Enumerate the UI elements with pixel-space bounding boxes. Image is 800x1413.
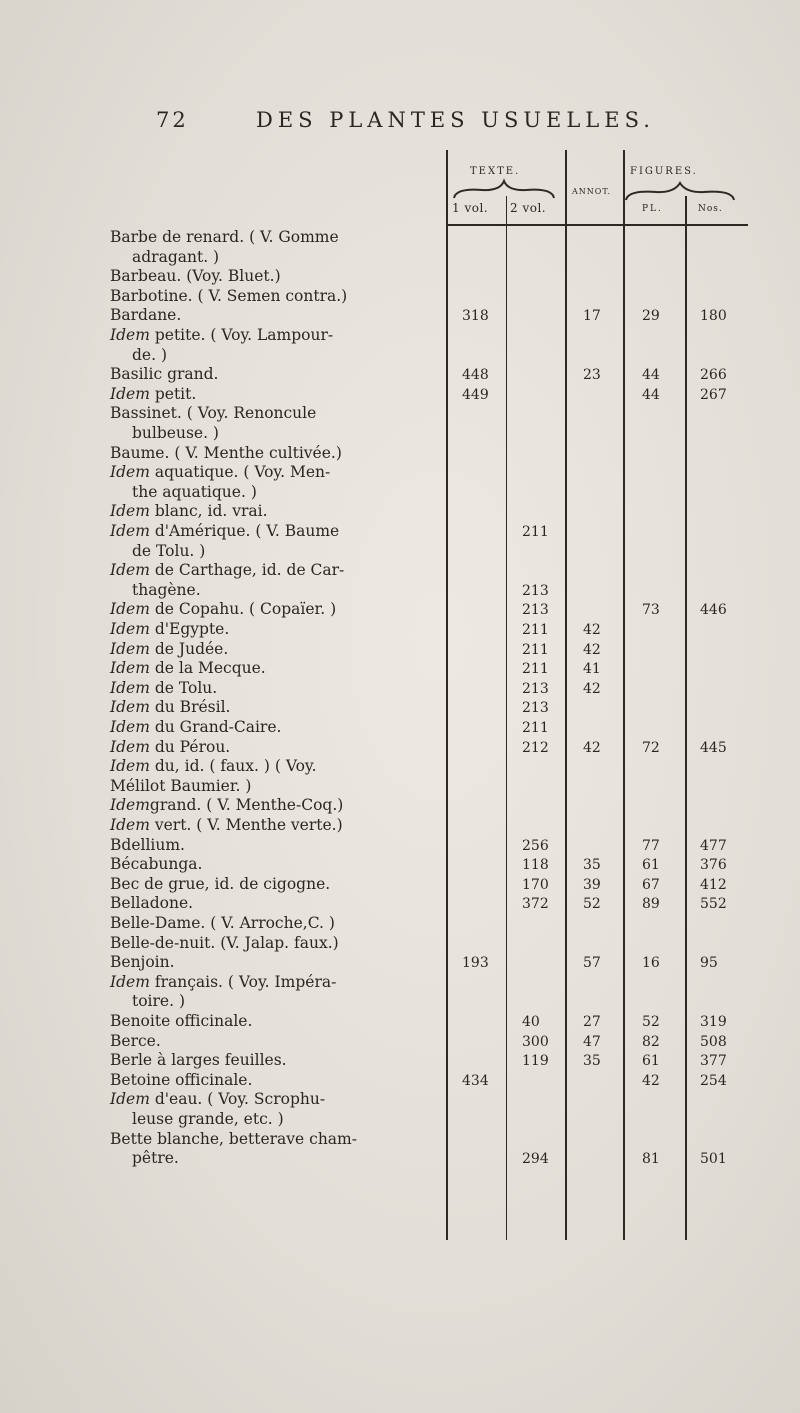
index-entry [110,620,229,639]
column-rule-pl [685,196,687,1240]
ref-no: 267 [700,386,727,403]
index-entry [110,600,336,619]
ref-no: 501 [700,1151,727,1168]
ref-an: 27 [583,1014,601,1030]
ref-v2: 211 [522,661,549,678]
ref-pl: 82 [642,1033,660,1050]
ref-v2: 213 [522,602,549,619]
ref-v2: 211 [522,622,549,638]
ref-no: 319 [700,1014,727,1030]
index-entry [110,404,316,423]
ref-v2: 256 [522,837,549,854]
col-figures: FIGURES. [630,166,698,177]
ref-v2: 119 [522,1053,549,1070]
index-entry [132,346,167,365]
entry-text: adragant. ) [132,247,220,266]
ref-pl: 77 [642,837,660,854]
idem-label: Idem [110,620,150,638]
entry-text: Barbe de renard. ( V. Gomme [110,228,339,246]
entry-text: d'Amérique. ( V. Baume [149,522,340,540]
ref-v1: 434 [462,1072,489,1089]
entry-text: grand. ( V. Menthe-Coq.) [149,796,344,815]
idem-label: Idem [110,796,150,815]
ref-an: 35 [583,857,601,874]
idem-label: Idem [110,600,150,619]
index-entry [110,875,330,894]
index-entry [110,1051,287,1070]
entry-text: du Brésil. [149,698,231,717]
ref-no: 508 [700,1033,727,1050]
index-entry [110,659,266,678]
ref-pl: 42 [642,1072,660,1089]
ref-no: 180 [700,308,727,325]
ref-pl: 44 [642,386,660,403]
index-entry [110,855,202,874]
idem-label: Idem [110,972,150,991]
col-vol1: 1 vol. [452,201,489,215]
index-entry [110,228,339,247]
col-vol2: 2 vol. [510,201,547,215]
index-entry [132,248,219,267]
entry-text: Barbotine. ( V. Semen contra.) [110,286,348,305]
ref-v2: 170 [522,876,549,893]
ref-an: 41 [583,661,601,678]
ref-pl: 16 [642,955,660,972]
ref-an: 42 [583,622,601,638]
ref-v2: 213 [522,582,549,599]
entry-text: Berle à larges feuilles. [110,1051,287,1070]
entry-text: thagène. [132,580,201,599]
index-entry [132,424,219,443]
index-entry [110,718,281,737]
index-entry [110,738,230,757]
ref-v2: 211 [522,641,549,658]
ref-no: 552 [700,896,727,913]
index-entry [110,894,193,913]
entry-text: de la Mecque. [149,659,266,678]
texte-brace [452,178,556,200]
ref-pl: 67 [642,876,660,893]
entry-text: Belladone. [110,894,194,913]
idem-label: Idem [110,326,150,344]
entry-text: Belle-Dame. ( V. Arroche,C. ) [110,914,335,932]
ref-v1: 448 [462,367,489,384]
entry-text: petit. [149,384,197,403]
ref-pl: 29 [642,308,660,325]
ref-an: 52 [583,896,601,913]
index-entry [110,973,336,992]
entry-text: Benoite officinale. [110,1012,253,1030]
ref-an: 47 [583,1033,601,1050]
ref-pl: 61 [642,1053,660,1070]
entry-text: Bec de grue, id. de cigogne. [110,874,331,893]
index-entry [110,836,185,855]
entry-text: Benjoin. [110,953,175,972]
entry-text: d'Egypte. [149,620,230,638]
entry-text: de. ) [132,345,167,364]
ref-pl: 61 [642,857,660,874]
index-entry [110,306,181,325]
col-texte: TEXTE. [470,166,521,177]
index-entry [110,914,335,933]
idem-label: Idem [110,522,150,540]
ref-an: 42 [583,680,601,697]
idem-label: Idem [110,384,150,403]
ref-an: 57 [583,955,601,972]
index-entry [110,1130,357,1149]
entry-text: Bassinet. ( Voy. Renoncule [110,404,317,423]
ref-no: 376 [700,857,727,874]
index-entry [110,796,343,815]
entry-text: Belle-de-nuit. (V. Jalap. faux.) [110,933,339,952]
page-number: 72 [156,108,189,132]
index-entry [110,816,343,835]
page-title: DES PLANTES USUELLES. [256,108,655,132]
ref-v2: 211 [522,720,549,736]
entry-text: de Tolu. [149,678,218,697]
index-entry [110,444,342,463]
index-entry [110,934,339,953]
header-rule [448,224,748,226]
ref-pl: 81 [642,1151,660,1168]
idem-label: Idem [110,1090,150,1109]
index-entry [110,365,218,384]
entry-text: Bdellium. [110,835,185,854]
ref-v2: 213 [522,680,549,697]
index-entry [110,679,217,698]
entry-text: du Grand-Caire. [149,718,282,736]
ref-no: 377 [700,1053,727,1070]
ref-no: 266 [700,367,727,384]
idem-label: Idem [110,816,150,834]
index-entry [110,502,268,521]
index-entry [110,1012,252,1031]
idem-label: Idem [110,561,150,580]
col-pl: PL. [642,204,663,214]
ref-pl: 73 [642,602,660,619]
entry-text: Baume. ( V. Menthe cultivée.) [110,443,342,462]
entry-text: Barbeau. (Voy. Bluet.) [110,267,281,286]
index-entry [110,287,347,306]
figures-brace [624,180,736,202]
ref-pl: 44 [642,367,660,384]
entry-text: the aquatique. ) [132,482,257,501]
col-nos: Nos. [698,204,723,214]
entry-text: petite. ( Voy. Lampour- [149,326,334,344]
entry-text: Bécabunga. [110,855,203,874]
column-rule-vol [506,196,507,1240]
index-entry [110,463,330,482]
ref-v2: 211 [522,524,549,540]
ref-no: 254 [700,1072,727,1089]
ref-an: 39 [583,876,601,893]
index-entry [110,757,317,776]
entry-text: Basilic grand. [110,365,219,384]
column-rule-left [446,150,448,1240]
index-entry [132,1149,179,1168]
index-entry [110,522,339,541]
index-entry [132,992,185,1011]
ref-pl: 52 [642,1014,660,1030]
ref-no: 95 [700,955,718,972]
entry-text: français. ( Voy. Impéra- [149,972,337,991]
ref-v2: 294 [522,1151,549,1168]
entry-text: de Carthage, id. de Car- [149,561,345,580]
ref-an: 35 [583,1053,601,1070]
index-entry [110,777,251,796]
ref-no: 446 [700,602,727,619]
index-entry [110,561,344,580]
index-entry [110,698,230,717]
index-entry [132,542,205,561]
ref-an: 42 [583,739,601,756]
ref-v2: 372 [522,896,549,913]
entry-text: de Copahu. ( Copaïer. ) [149,600,337,619]
index-entry [110,267,281,286]
entry-text: du Pérou. [149,737,231,756]
idem-label: Idem [110,659,150,678]
index-entry [110,953,175,972]
index-entry [110,640,228,659]
entry-text: bulbeuse. ) [132,424,219,442]
ref-pl: 89 [642,896,660,913]
idem-label: Idem [110,463,150,482]
entry-text: vert. ( V. Menthe verte.) [149,816,343,834]
ref-an: 17 [583,308,601,325]
index-entry [110,1032,161,1051]
ref-no: 477 [700,837,727,854]
entry-text: de Judée. [149,639,229,658]
entry-text: Mélilot Baumier. ) [110,776,252,795]
ref-v2: 212 [522,739,549,756]
entry-text: d'eau. ( Voy. Scrophu- [149,1090,326,1109]
col-annot: ANNOT. [572,187,612,196]
entry-text: leuse grande, etc. ) [132,1110,284,1128]
ref-an: 42 [583,641,601,658]
idem-label: Idem [110,718,150,736]
idem-label: Idem [110,698,150,717]
idem-label: Idem [110,757,150,776]
ref-v2: 300 [522,1033,549,1050]
column-rule-annot [565,150,567,1240]
idem-label: Idem [110,639,150,658]
idem-label: Idem [110,502,150,521]
ref-an: 23 [583,367,601,384]
entry-text: de Tolu. ) [132,541,206,560]
entry-text: Bardane. [110,306,182,325]
entry-text: Betoine officinale. [110,1070,253,1089]
index-entry [132,1110,284,1129]
ref-v2: 213 [522,700,549,717]
index-entry [110,385,196,404]
entry-text: du, id. ( faux. ) ( Voy. [149,757,317,776]
entry-text: Bette blanche, betterave cham- [110,1129,357,1148]
ref-v2: 118 [522,857,549,874]
column-rule-figures [623,150,625,1240]
ref-no: 412 [700,876,727,893]
entry-text: Berce. [110,1031,161,1050]
ref-pl: 72 [642,739,660,756]
entry-text: toire. ) [132,992,186,1011]
ref-v2: 40 [522,1014,540,1030]
idem-label: Idem [110,737,150,756]
index-entry [110,1071,252,1090]
index-entry [132,483,257,502]
entry-text: blanc, id. vrai. [149,502,268,521]
ref-v1: 193 [462,955,489,972]
ref-v1: 449 [462,386,489,403]
index-entry [110,326,333,345]
ref-no: 445 [700,739,727,756]
index-entry [110,1090,325,1109]
index-entry [132,581,201,600]
entry-text: aquatique. ( Voy. Men- [149,463,331,482]
entry-text: pêtre. [132,1149,179,1168]
ref-v1: 318 [462,308,489,325]
idem-label: Idem [110,678,150,697]
